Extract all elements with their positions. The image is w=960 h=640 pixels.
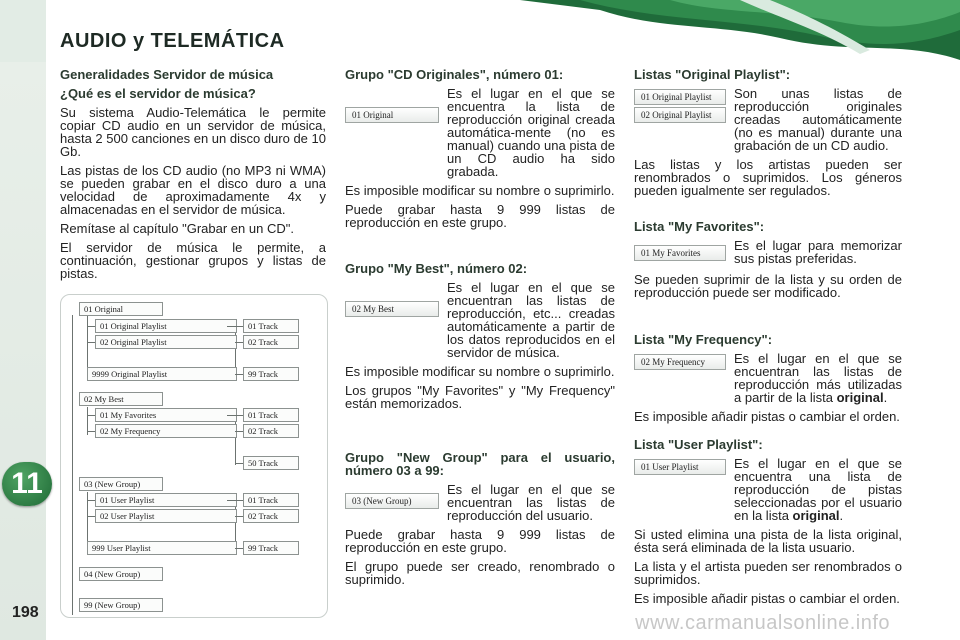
playlist-box: 02 Original Playlist <box>95 335 237 349</box>
paragraph: Si usted elimina una pista de la lista original, ésta será eliminada de la lista usuario. <box>634 527 902 555</box>
paragraph: Su sistema Audio-Telemática le permite copiar CD audio en un servidor de música, hasta 2 500 canciones en un disco duro de 10 Gb. <box>60 105 326 159</box>
track-box: 01 Track <box>243 319 299 333</box>
paragraph: Es el lugar en el que se encuentran las listas de reproducción del usuario. <box>447 482 615 523</box>
group-thumb: 02 My Best <box>345 301 439 317</box>
track-box: 99 Track <box>243 541 299 555</box>
column-lists-4 <box>634 438 902 611</box>
paragraph: Es el lugar en el que se encuentran las listas de reproducción, etc... creadas automáticamente a partir de los datos reproducidos en el servidor de música. <box>447 280 615 360</box>
paragraph: Puede grabar hasta 9 999 listas de reproducción en este grupo. <box>345 527 615 555</box>
group-02-description <box>345 281 615 359</box>
playlist-thumb: 01 User Playlist <box>634 459 726 475</box>
paragraph: Los grupos "My Favorites" y "My Frequency" están memorizados. <box>345 383 615 411</box>
user-playlist-description <box>634 457 902 522</box>
question-heading: ¿Qué es el servidor de música? <box>60 86 256 101</box>
group-03-description <box>345 483 615 522</box>
paragraph: Es imposible modificar su nombre o suprimirlo. <box>345 364 615 379</box>
group-box: 04 (New Group) <box>79 567 163 581</box>
paragraph: Se pueden suprimir de la lista y su orden de reproducción puede ser modificado. <box>634 272 902 300</box>
list-heading: Lista "My Favorites": <box>634 219 765 234</box>
track-box: 02 Track <box>243 509 299 523</box>
frequency-description <box>634 352 902 404</box>
paragraph: Remítase al capítulo "Grabar en un CD". <box>60 221 294 236</box>
playlist-thumb: 01 Original Playlist <box>634 89 726 105</box>
track-box: 02 Track <box>243 335 299 349</box>
playlist-box: 01 User Playlist <box>95 493 237 507</box>
paragraph: Es el lugar en el que se encuentra una lista de reproducción de pistas seleccionadas por el usuario en la lista original. <box>734 456 902 523</box>
group-thumb: 03 (New Group) <box>345 493 439 509</box>
paragraph: Puede grabar hasta 9 999 listas de reproducción en este grupo. <box>345 202 615 230</box>
group-01-description <box>345 87 615 178</box>
group-box: 02 My Best <box>79 392 163 406</box>
playlist-thumb: 01 My Favorites <box>634 245 726 261</box>
music-server-diagram <box>60 294 328 618</box>
paragraph: El grupo puede ser creado, renombrado o suprimido. <box>345 559 615 587</box>
column-groups-2 <box>345 262 615 416</box>
side-strip-lower <box>0 62 46 640</box>
column-intro <box>60 68 326 286</box>
track-box: 99 Track <box>243 367 299 381</box>
paragraph: Es imposible añadir pistas o cambiar el orden. <box>634 409 900 424</box>
track-box: 02 Track <box>243 424 299 438</box>
playlist-box: 9999 Original Playlist <box>87 367 237 381</box>
playlist-box: 01 Original Playlist <box>95 319 237 333</box>
paragraph: Son unas listas de reproducción originales creadas automáticamente (no es manual) durante una grabación de un CD audio. <box>734 86 902 153</box>
list-heading: Listas "Original Playlist": <box>634 67 791 82</box>
playlist-thumb: 02 Original Playlist <box>634 107 726 123</box>
section-heading: Generalidades Servidor de música <box>60 67 274 82</box>
playlist-thumb: 02 My Frequency <box>634 354 726 370</box>
track-box: 50 Track <box>243 456 299 470</box>
track-box: 01 Track <box>243 408 299 422</box>
group-thumb: 01 Original <box>345 107 439 123</box>
paragraph: Es el lugar en el que se encuentran las listas de reproducción más utilizadas a partir de la lista original. <box>734 351 902 405</box>
paragraph: Las pistas de los CD audio (no MP3 ni WMA) se pueden grabar en el disco duro a una velocidad de aproximadamente 4x y almacenadas en el servidor de música. <box>60 163 326 217</box>
original-playlist-description <box>634 87 902 152</box>
column-groups-3 <box>345 451 615 592</box>
paragraph: Es imposible modificar su nombre o suprimirlo. <box>345 183 615 198</box>
group-box: 99 (New Group) <box>79 598 163 612</box>
paragraph: Las listas y los artistas pueden ser renombrados o suprimidos. Los géneros pueden igualmente ser regulados. <box>634 157 902 198</box>
group-heading: Grupo "My Best", número 02: <box>345 261 528 276</box>
track-box: 01 Track <box>243 493 299 507</box>
chapter-badge: 11 <box>2 462 52 506</box>
paragraph: Es imposible añadir pistas o cambiar el orden. <box>634 591 900 606</box>
paragraph: La lista y el artista pueden ser renombrados o suprimidos. <box>634 559 902 587</box>
group-heading: Grupo "CD Originales", número 01: <box>345 67 564 82</box>
page-title: AUDIO y TELEMÁTICA <box>60 30 285 52</box>
playlist-box: 02 User Playlist <box>95 509 237 523</box>
paragraph: El servidor de música le permite, a continuación, gestionar grupos y listas de pistas. <box>60 240 326 281</box>
list-heading: Lista "My Frequency": <box>634 332 773 347</box>
watermark: www.carmanualsonline.info <box>635 612 890 634</box>
group-heading: Grupo "New Group" para el usuario, número 03 a 99: <box>345 450 615 478</box>
page-number: 198 <box>12 604 39 621</box>
playlist-box: 999 User Playlist <box>87 541 237 555</box>
list-heading: Lista "User Playlist": <box>634 437 763 452</box>
paragraph: Es el lugar para memorizar sus pistas preferidas. <box>734 238 902 266</box>
leaf-decoration <box>520 0 960 70</box>
column-lists-3 <box>634 333 902 429</box>
favorites-description <box>634 239 902 265</box>
column-groups <box>345 68 615 235</box>
column-lists-1 <box>634 68 902 203</box>
playlist-box: 01 My Favorites <box>95 408 237 422</box>
group-box: 01 Original <box>79 302 163 316</box>
group-box: 03 (New Group) <box>79 477 163 491</box>
column-lists-2 <box>634 220 902 305</box>
playlist-box: 02 My Frequency <box>95 424 237 438</box>
paragraph: Es el lugar en el que se encuentra la lista de reproducción original creada automática-mente (no es manual) cuando una pista de un CD audio ha sido grabada. <box>447 86 615 179</box>
